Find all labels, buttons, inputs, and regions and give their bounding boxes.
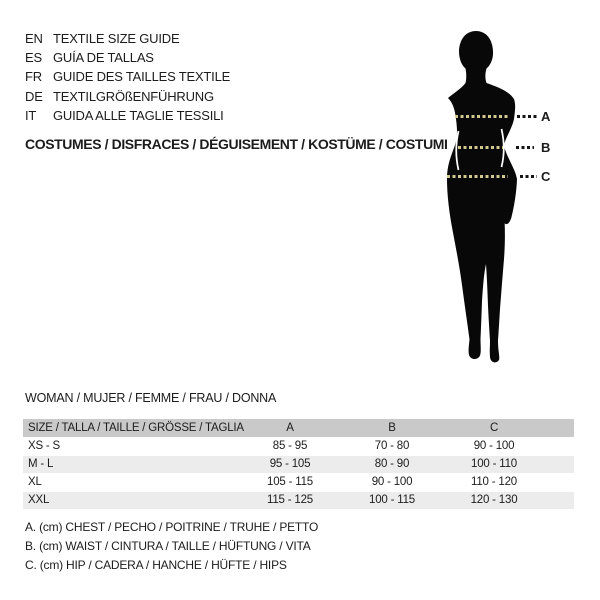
size-cell: XS - S [23,437,239,455]
size-cell: XL [23,473,239,491]
hip-measure-line-on-body [447,175,508,178]
header-column-c: C [443,419,545,437]
language-code: IT [25,107,37,123]
language-code: ES [25,50,42,66]
waist-range-cell: 70 - 80 [341,437,443,455]
hip-range-cell: 120 - 130 [443,491,545,509]
chest-range-cell: 115 - 125 [239,491,341,509]
language-label: GUÍA DE TALLAS [53,50,154,66]
filler-cell [545,491,574,509]
filler-cell [545,473,574,491]
size-table-row-xs-s [23,437,574,455]
woman-silhouette-shape [447,31,517,362]
measure-label-a: A [541,109,551,124]
legend-hip: C. (cm) HIP / CADERA / HANCHE / HÜFTE / HIPS [25,558,287,573]
header-column-b: B [341,419,443,437]
waist-measure-line-extension [516,146,534,149]
language-label: GUIDE DES TAILLES TEXTILE [53,69,231,85]
language-label: TEXTILGRÖßENFÜHRUNG [53,88,214,104]
hip-range-cell: 90 - 100 [443,437,545,455]
chest-range-cell: 105 - 115 [239,473,341,491]
waist-measure-line-on-body [458,146,503,149]
legend-chest: A. (cm) CHEST / PECHO / POITRINE / TRUHE / PETTO [25,520,319,534]
header-column-a: A [239,419,341,437]
category-title: COSTUMES / DISFRACES / DÉGUISEMENT / KOSTÜME / COSTUMI [25,136,448,152]
measure-label-b: B [541,140,551,155]
hip-measure-line-extension [520,175,537,178]
language-row [25,48,230,67]
size-table-row-xxl [23,491,574,509]
language-row [25,29,230,48]
chest-range-cell: 95 - 105 [239,455,341,473]
language-code: EN [25,31,43,47]
waist-range-cell: 100 - 115 [341,491,443,509]
table-section-title: WOMAN / MUJER / FEMME / FRAU / DONNA [25,391,277,405]
size-table-row-m-l [23,455,574,473]
size-table [23,419,574,510]
size-cell: XXL [23,491,239,509]
filler-cell [545,455,574,473]
language-label: GUIDA ALLE TAGLIE TESSILI [53,107,224,123]
woman-silhouette-image [440,31,520,365]
filler-cell [545,437,574,455]
measurement-legend [25,518,318,576]
language-row [25,87,230,106]
size-table-header-row [23,419,574,437]
waist-range-cell: 90 - 100 [341,473,443,491]
chest-measure-line-on-body [455,115,509,118]
chest-measure-line-extension [517,115,538,118]
legend-waist: B. (cm) WAIST / CINTURA / TAILLE / HÜFTUNG / VITA [25,539,311,554]
hip-range-cell: 100 - 110 [443,455,545,473]
language-list [25,29,230,125]
waist-range-cell: 80 - 90 [341,455,443,473]
hip-range-cell: 110 - 120 [443,473,545,491]
language-row [25,67,230,86]
language-label: TEXTILE SIZE GUIDE [53,31,180,47]
size-table-row-xl [23,473,574,491]
chest-range-cell: 85 - 95 [239,437,341,455]
header-filler [545,419,574,437]
size-cell: M - L [23,455,239,473]
language-code: FR [25,69,42,85]
header-size-column: SIZE / TALLA / TAILLE / GRÖSSE / TAGLIA [23,419,239,437]
language-code: DE [25,88,43,104]
measure-label-c: C [541,169,551,184]
language-row [25,106,230,125]
